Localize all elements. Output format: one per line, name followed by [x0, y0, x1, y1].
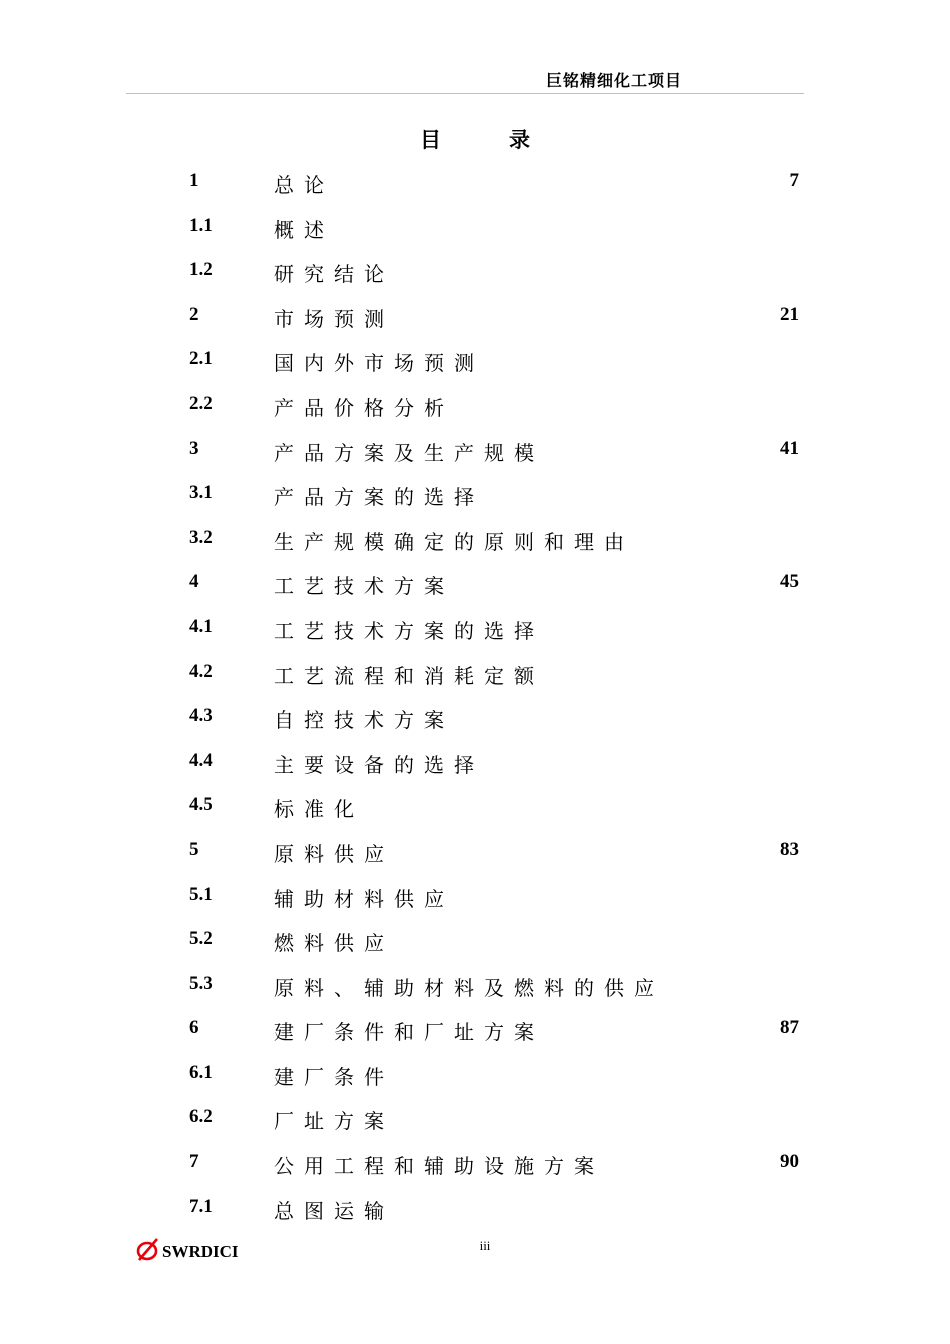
- toc-entry: [0, 651, 950, 696]
- toc-entry-number: 5.3: [189, 972, 213, 994]
- toc-entry: [0, 1052, 950, 1097]
- header-rule: [126, 93, 804, 94]
- toc-entry: [0, 740, 950, 785]
- toc-entry: [0, 606, 950, 651]
- toc-entry-title: 总图运输: [274, 1198, 394, 1223]
- toc-entry: [0, 205, 950, 250]
- toc-entry-number: 4.3: [189, 705, 213, 727]
- toc-entry: [0, 1186, 950, 1231]
- toc-entry-title: 生产规模确定的原则和理由: [274, 529, 634, 554]
- toc-entry: [0, 1141, 950, 1186]
- toc-entry-page: 87: [780, 1017, 799, 1039]
- toc-entry-title: 国内外市场预测: [274, 351, 484, 376]
- toc-entry-title: 工艺技术方案的选择: [274, 618, 544, 643]
- toc-entry-title: 自控技术方案: [274, 708, 454, 733]
- toc-entry: [0, 695, 950, 740]
- toc-entry: [0, 1007, 950, 1052]
- table-of-contents: [0, 160, 950, 1230]
- toc-entry-number: 6.1: [189, 1061, 213, 1083]
- toc-entry-number: 1.2: [189, 259, 213, 281]
- toc-entry: [0, 517, 950, 562]
- toc-entry-number: 4.2: [189, 660, 213, 682]
- toc-entry-number: 1.1: [189, 214, 213, 236]
- toc-entry-title: 市场预测: [274, 306, 394, 331]
- toc-entry-number: 4.4: [189, 749, 213, 771]
- toc-entry-number: 1: [189, 170, 199, 191]
- toc-entry: [0, 383, 950, 428]
- toc-entry-title: 产品方案的选择: [274, 485, 484, 510]
- toc-entry-number: 3.2: [189, 526, 213, 548]
- toc-entry-page: 21: [780, 303, 799, 325]
- toc-entry: [0, 561, 950, 606]
- toc-entry-title: 厂址方案: [274, 1109, 394, 1134]
- toc-entry: [0, 963, 950, 1008]
- toc-entry: [0, 784, 950, 829]
- toc-entry-number: 5.1: [189, 883, 213, 905]
- toc-entry-number: 7.1: [189, 1195, 213, 1217]
- header-title: 巨铭精细化工项目: [545, 71, 682, 90]
- toc-entry-title: 标准化: [274, 797, 364, 822]
- toc-entry: [0, 249, 950, 294]
- toc-entry-number: 4.5: [189, 794, 213, 816]
- toc-entry-number: 4: [189, 571, 199, 593]
- toc-entry-number: 3.1: [189, 482, 213, 504]
- toc-entry-title: 主要设备的选择: [274, 752, 484, 777]
- toc-entry: [0, 829, 950, 874]
- page-number: iii: [479, 1238, 491, 1253]
- toc-entry: [0, 1096, 950, 1141]
- toc-entry-number: 5: [189, 838, 199, 860]
- toc-entry-title: 建厂条件: [274, 1064, 394, 1089]
- toc-entry: [0, 294, 950, 339]
- toc-entry-page: 83: [780, 838, 799, 860]
- toc-entry-title: 燃料供应: [274, 931, 394, 956]
- toc-entry: [0, 428, 950, 473]
- toc-entry-number: 7: [189, 1151, 199, 1173]
- toc-entry-number: 6: [189, 1017, 199, 1039]
- toc-entry-title: 原料、辅助材料及燃料的供应: [274, 975, 664, 1000]
- toc-entry-title: 辅助材料供应: [274, 886, 454, 911]
- logo-text: SWRDICI: [162, 1242, 239, 1261]
- toc-entry: [0, 160, 950, 205]
- toc-entry-page: 41: [780, 437, 799, 459]
- toc-entry-page: 7: [789, 170, 799, 191]
- footer-logo: [135, 1236, 239, 1262]
- toc-entry-title: 产品方案及生产规模: [274, 440, 544, 465]
- toc-entry-title: 产品价格分析: [274, 395, 454, 420]
- toc-entry-number: 3: [189, 437, 199, 459]
- toc-title: 目录: [420, 128, 598, 152]
- toc-entry-title: 研究结论: [274, 262, 394, 287]
- toc-entry-title: 概述: [274, 217, 334, 242]
- toc-entry-number: 2: [189, 303, 199, 325]
- toc-entry: [0, 472, 950, 517]
- toc-entry: [0, 874, 950, 919]
- toc-entry-title: 原料供应: [274, 841, 394, 866]
- toc-entry-number: 6.2: [189, 1106, 213, 1128]
- toc-entry: [0, 338, 950, 383]
- toc-entry-number: 2.1: [189, 348, 213, 370]
- toc-entry-title: 总论: [274, 173, 334, 197]
- toc-entry-title: 建厂条件和厂址方案: [274, 1020, 544, 1045]
- toc-entry-page: 90: [780, 1151, 799, 1173]
- toc-entry-title: 工艺技术方案: [274, 574, 454, 599]
- toc-entry: [0, 918, 950, 963]
- toc-entry-title: 公用工程和辅助设施方案: [274, 1154, 604, 1179]
- logo-mark-icon: [135, 1236, 161, 1262]
- toc-entry-number: 2.2: [189, 392, 213, 414]
- toc-entry-title: 工艺流程和消耗定额: [274, 663, 544, 688]
- toc-entry-page: 45: [780, 571, 799, 593]
- toc-entry-number: 5.2: [189, 928, 213, 950]
- toc-entry-number: 4.1: [189, 615, 213, 637]
